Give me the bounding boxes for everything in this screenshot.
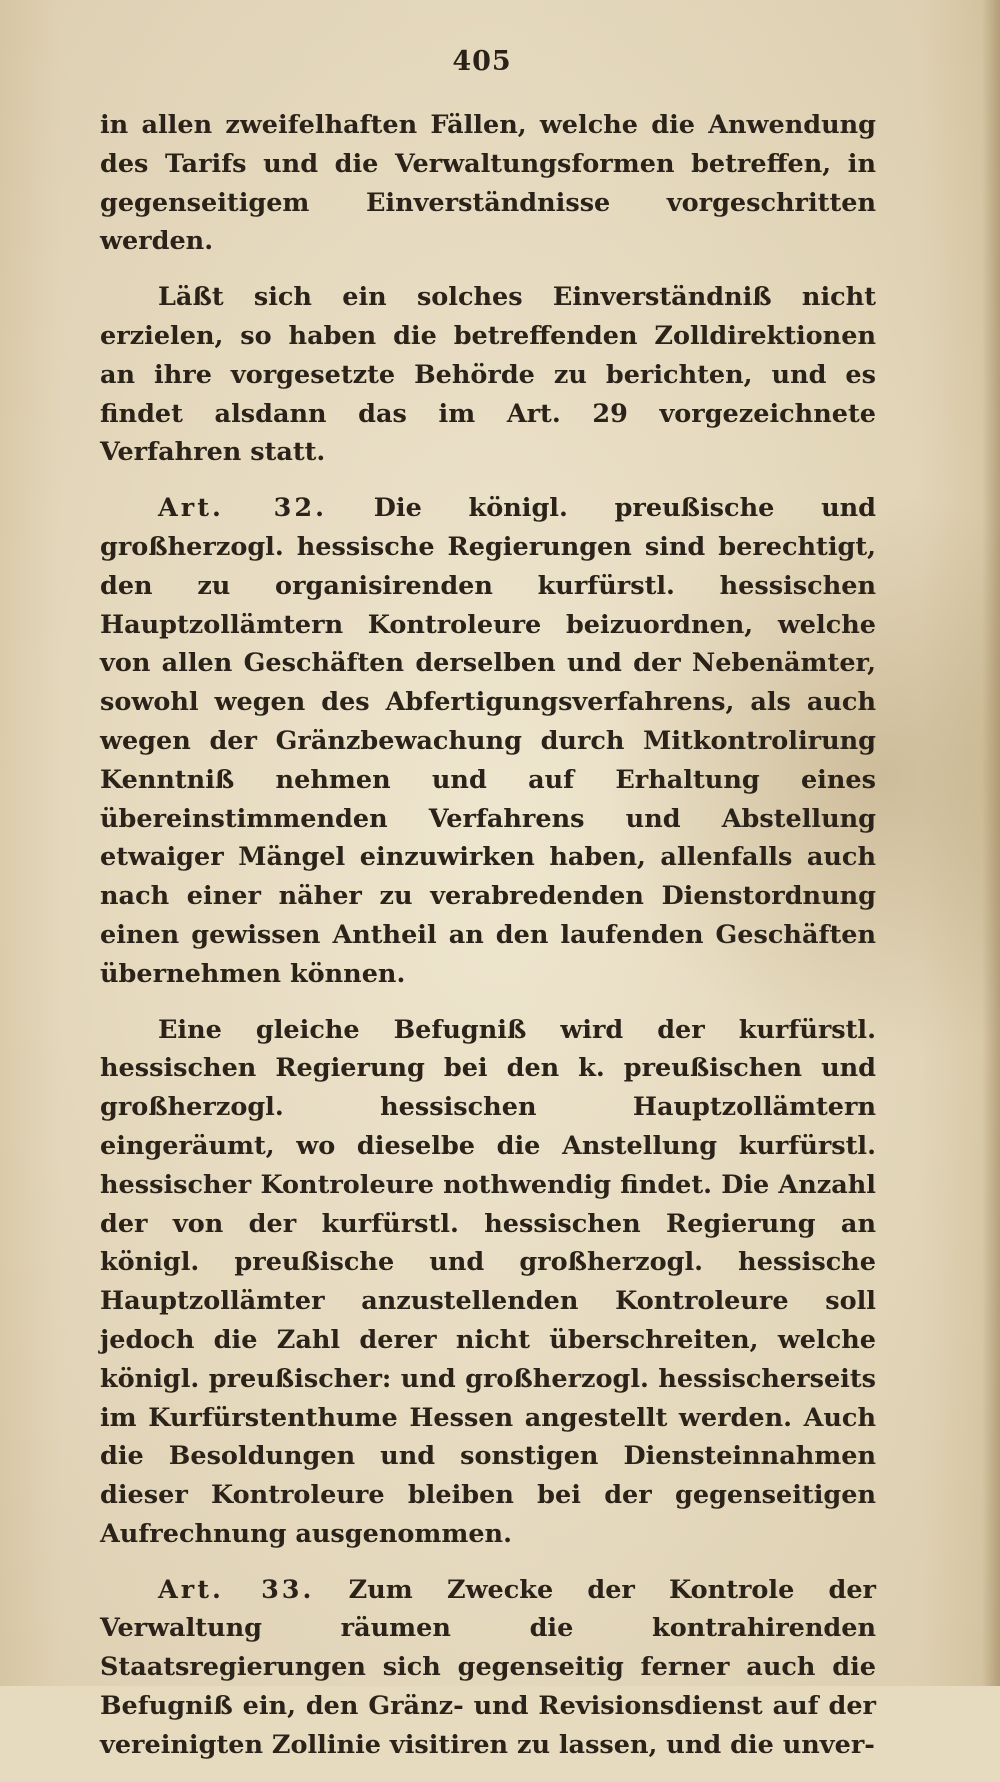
article-33 <box>100 1571 876 1765</box>
paragraph-text: in allen zweifelhaften Fällen, welche die Anwendung des Tarifs und die Verwaltungsformen betreffen, in gegenseitigem Einverständnisse vorgeschritten werden. <box>100 110 876 257</box>
paragraph-text: Eine gleiche Befugniß wird der kurfürstl. hessischen Regierung bei den k. preußischen und großherzogl. hessischen Hauptzollämtern eingeräumt, wo dieselbe die Anstellung kurfürstl. hessischer Kontroleure nothwendig findet. Die Anzahl der von der kurfürstl. hessischen Regierung an königl. preußische und großherzogl. hessische Hauptzollämter anzustellenden Kontroleure soll jedoch die Zahl derer nicht überschreiten, welche königl. preußischer: und großherzogl. hessischerseits im Kurfürstenthume Hessen angestellt werden. Auch die Besoldungen und sonstigen Diensteinnahmen dieser Kontroleure bleiben bei der gegenseitigen Aufrechnung ausgenommen. <box>100 1014 876 1549</box>
paragraph-text: Läßt sich ein solches Einverständniß nicht erzielen, so haben die betreffenden Zolldirektionen an ihre vorgesetzte Behörde zu berichten, und es findet alsdann das im Art. 29 vorgezeichnete Verfahren statt. <box>100 282 876 468</box>
article-32 <box>100 489 876 993</box>
article-label: Art. 32. <box>158 493 327 524</box>
paragraph-text: Die königl. preußische und großherzogl. hessische Regierungen sind berechtigt, den zu organisirenden kurfürstl. hessischen Hauptzollämtern Kontroleure beizuordnen, welche von allen Geschäften derselben und der Nebenämter, sowohl wegen des Abfertigungsverfahrens, als auch wegen der Gränzbewachung durch Mitkontrolirung Kenntniß nehmen und auf Erhaltung eines übereinstimmenden Verfahrens und Abstellung etwaiger Mängel einzuwirken haben, allenfalls auch nach einer näher zu verabredenden Dienstordnung einen gewissen Antheil an den laufenden Geschäften übernehmen können. <box>100 493 876 989</box>
page-body <box>100 106 876 1782</box>
page-edge-shading <box>982 0 1000 1686</box>
paragraph-text: Zum Zwecke der Kontrole der Verwaltung räumen die kontrahirenden Staatsregierungen sich gegenseitig ferner auch die Befugniß ein, den Gränz- und Revisionsdienst auf der vereinigten Zollinie visitiren zu lassen, und die unver- <box>100 1574 876 1760</box>
paragraph <box>100 1011 876 1554</box>
paragraph-continuation <box>100 106 876 261</box>
paragraph <box>100 278 876 472</box>
page-number: 405 <box>452 46 512 77</box>
article-label: Art. 33. <box>158 1574 315 1605</box>
